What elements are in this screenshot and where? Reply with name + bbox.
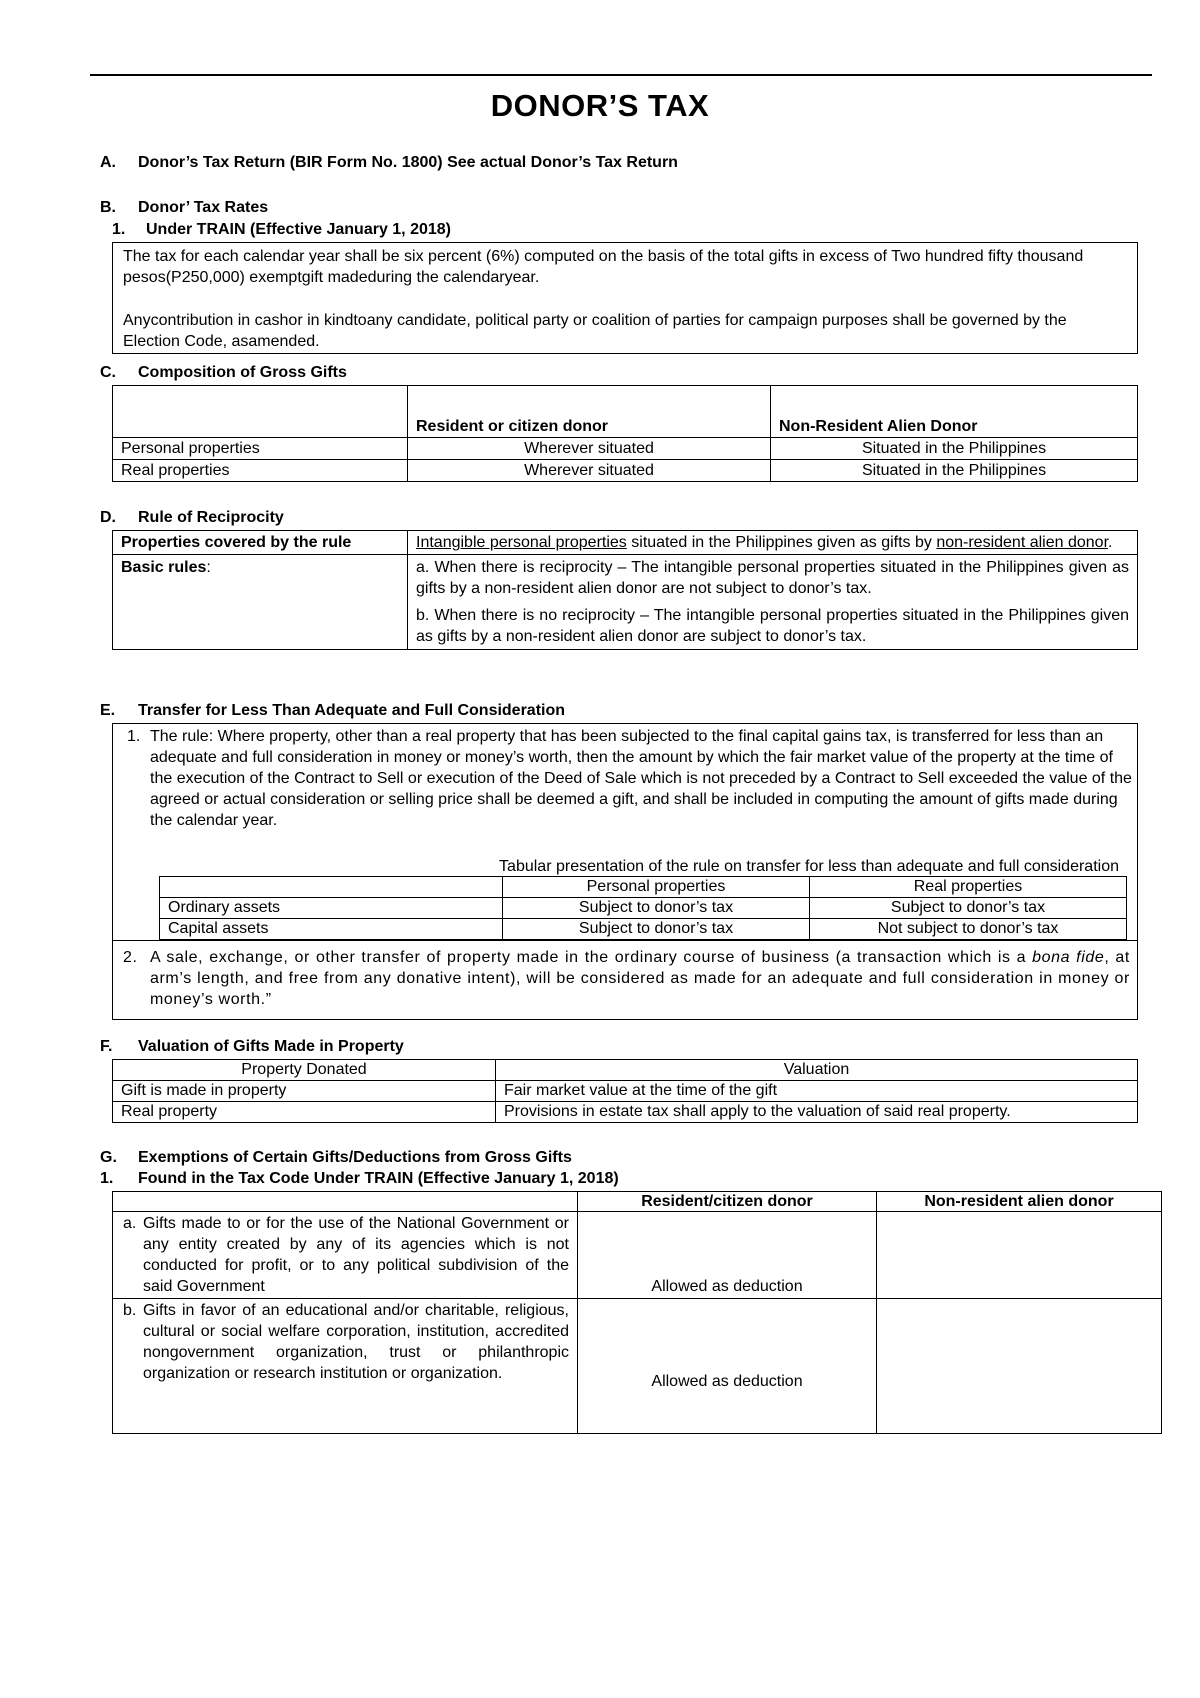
ordinary-course-box: [112, 940, 1138, 1020]
section-g-sub-title: Found in the Tax Code Under TRAIN (Effective January 1, 2018): [138, 1170, 619, 1187]
item2-number: 2.: [123, 949, 138, 966]
section-g-letter: G.: [100, 1149, 117, 1166]
table-row: [113, 1299, 1162, 1434]
item2-text: A sale, exchange, or other transfer of property made in the ordinary course of business (a transaction which is a bona fide, at arm’s length, and free from any donative intent), will be considered as made for an adequate and full consideration in money or money’s worth.”: [150, 949, 1130, 1008]
tax-rate-paragraph: The tax for each calendar year shall be six percent (6%) computed on the basis of the total gifts in excess of Two hundred fifty thousand pesos(P250,000) exemptgift madeduring the calendaryear.: [123, 248, 1084, 286]
consideration-table: [159, 876, 1127, 940]
table-header-row: Personal properties Real properties: [160, 877, 1127, 898]
covered-value: Intangible personal properties situated in the Philippines given as gifts by non-resident alien donor.: [408, 531, 1138, 555]
section-d-letter: D.: [100, 509, 116, 526]
section-e-title: Transfer for Less Than Adequate and Full Consideration: [138, 702, 566, 719]
table-header-row: [113, 386, 1138, 438]
table-row: Real property Provisions in estate tax shall apply to the valuation of said real property.: [113, 1102, 1138, 1123]
exemptions-table: [112, 1191, 1162, 1434]
section-g-heading: [100, 1149, 572, 1167]
gross-gifts-table: [112, 385, 1138, 482]
section-b-sub-title: Under TRAIN (Effective January 1, 2018): [146, 221, 451, 238]
section-b-heading: [100, 199, 268, 217]
section-g-subheading: [100, 1170, 619, 1188]
basic-rules-label: Basic rules:: [113, 555, 408, 650]
table-row: Gift is made in property Fair market value at the time of the gift: [113, 1081, 1138, 1102]
transfer-rule-box: [112, 723, 1138, 941]
section-a-text: Donor’s Tax Return (BIR Form No. 1800) See actual Donor’s Tax Return: [138, 154, 678, 171]
page-title: DONOR’S TAX: [490, 88, 710, 123]
section-a-letter: A.: [100, 154, 116, 171]
rule-a: a. When there is reciprocity – The intangible personal properties situated in the Philippines given as gifts by a non-resident alien donor are not subject to donor’s tax.: [416, 559, 1129, 597]
campaign-contribution-paragraph: Anycontribution in cashor in kindtoany candidate, political party or coalition of parties for campaign purposes shall be governed by the Election Code, asamended.: [123, 312, 1067, 350]
table-header-row: [113, 1192, 1162, 1212]
section-f-title: Valuation of Gifts Made in Property: [138, 1038, 404, 1055]
rule-b: b. When there is no reciprocity – The intangible personal properties situated in the Philippines given as gifts by a non-resident alien donor are subject to donor’s tax.: [416, 607, 1129, 645]
gift-b-cell: b. Gifts in favor of an educational and/or charitable, religious, cultural or social welfare corporation, institution, accredited nongovernment organization, trust or philanthropic organization or research institution or organization.: [113, 1299, 578, 1434]
header-nonresident-alien: Non-resident alien donor: [877, 1192, 1162, 1212]
top-rule: [90, 74, 1152, 76]
table-row: Ordinary assets Subject to donor’s tax Subject to donor’s tax: [160, 898, 1127, 919]
table-header-row: Property Donated Valuation: [113, 1060, 1138, 1081]
header-resident-citizen: Resident/citizen donor: [578, 1192, 877, 1212]
gift-b-resident: Allowed as deduction: [578, 1299, 877, 1434]
section-g-sub-number: 1.: [100, 1170, 114, 1187]
section-b-sub-number: 1.: [112, 221, 126, 238]
basic-rules-value: [408, 555, 1138, 650]
covered-label: Properties covered by the rule: [113, 531, 408, 555]
section-c-title: Composition of Gross Gifts: [138, 364, 347, 381]
section-a-heading: [100, 154, 678, 172]
header-nonresident: Non-Resident Alien Donor: [771, 386, 1138, 438]
table-caption: Tabular presentation of the rule on transfer for less than adequate and full consideration: [499, 858, 1119, 875]
section-f-heading: [100, 1038, 404, 1056]
table-row: Real properties Wherever situated Situated in the Philippines: [113, 460, 1138, 482]
table-row: [113, 555, 1138, 650]
section-b-subheading: [112, 221, 451, 239]
table-row: [113, 531, 1138, 555]
reciprocity-table: [112, 530, 1138, 650]
item1-text: The rule: Where property, other than a real property that has been subjected to the final capital gains tax, is transferred for less than an adequate and full consideration in money or money’s worth, then the amount by which the fair market value of the property at the time of the execution of the Contract to Sell or execution of the Deed of Sale which is not preceded by a Contract to Sell exceeded the value of the agreed or actual consideration or selling price shall be deemed a gift, and shall be included in computing the amount of gifts made during the calendar year.: [150, 728, 1132, 829]
gift-a-nonresident: [877, 1212, 1162, 1299]
section-f-letter: F.: [100, 1038, 113, 1055]
tax-rate-box: [112, 242, 1138, 354]
valuation-table: [112, 1059, 1138, 1123]
gift-a-cell: a. Gifts made to or for the use of the National Government or any entity created by any of its agencies which is not conducted for profit, or to any political subdivision of the said Government: [113, 1212, 578, 1299]
section-d-title: Rule of Reciprocity: [138, 509, 284, 526]
section-c-letter: C.: [100, 364, 116, 381]
section-c-heading: [100, 364, 347, 382]
item1-number: 1.: [127, 728, 141, 745]
header-resident: Resident or citizen donor: [408, 386, 771, 438]
table-row: Capital assets Subject to donor’s tax Not subject to donor’s tax: [160, 919, 1127, 940]
table-row: Personal properties Wherever situated Situated in the Philippines: [113, 438, 1138, 460]
section-b-title: Donor’ Tax Rates: [138, 199, 269, 216]
table-row: [113, 1212, 1162, 1299]
section-b-letter: B.: [100, 199, 116, 216]
section-e-heading: [100, 702, 565, 720]
section-d-heading: [100, 509, 284, 527]
gift-b-nonresident: [877, 1299, 1162, 1434]
section-e-letter: E.: [100, 702, 116, 719]
section-g-title: Exemptions of Certain Gifts/Deductions from Gross Gifts: [138, 1149, 572, 1166]
gift-a-resident: Allowed as deduction: [578, 1212, 877, 1299]
